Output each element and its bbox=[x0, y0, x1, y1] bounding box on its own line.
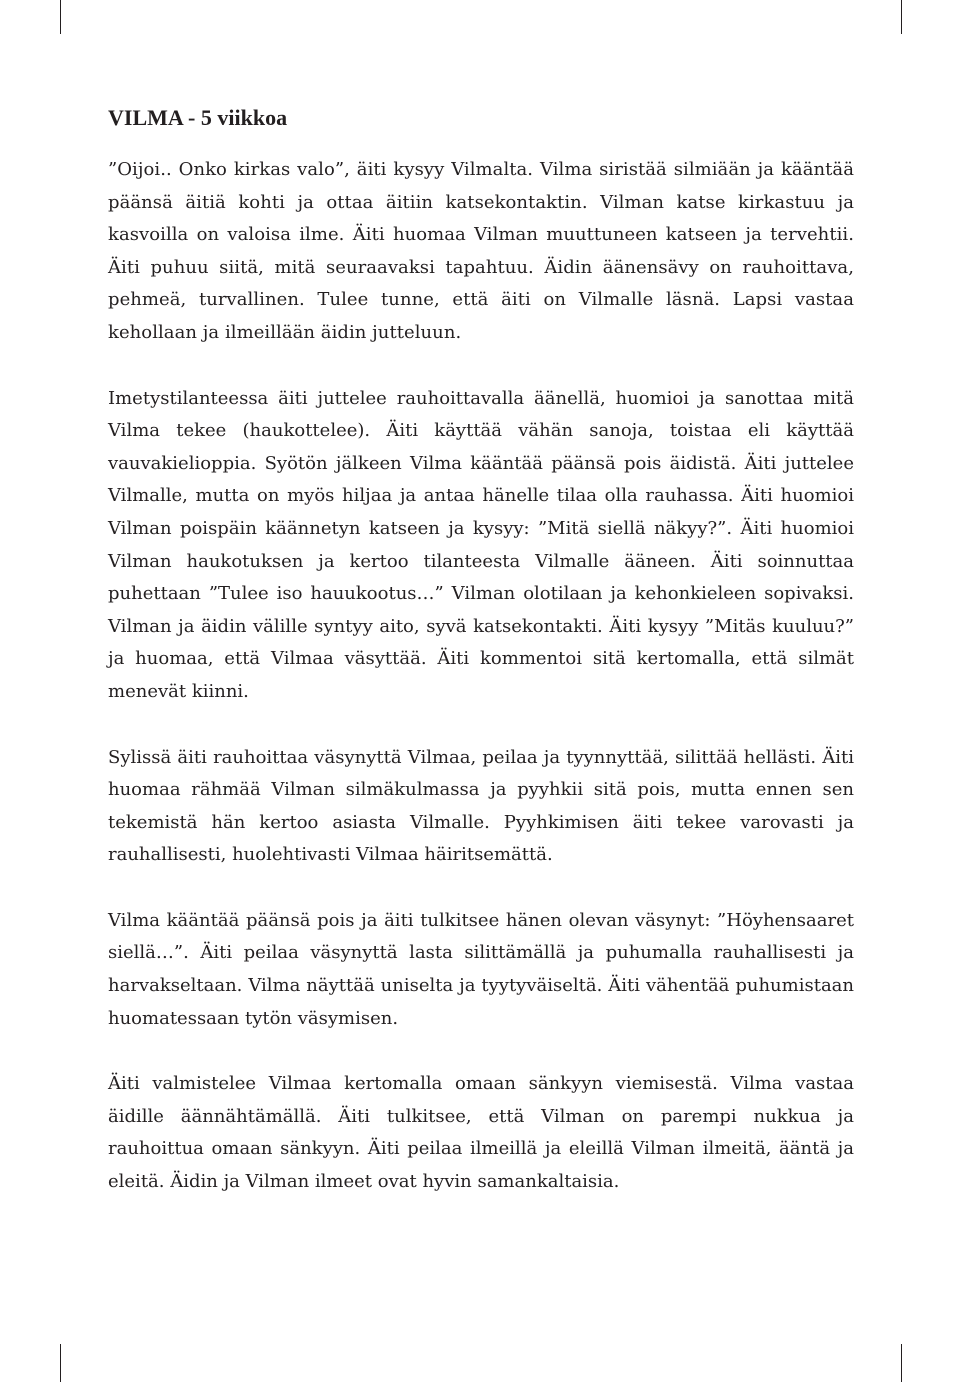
crop-mark-bottom-left bbox=[60, 1344, 61, 1382]
crop-mark-top-left bbox=[60, 0, 61, 34]
paragraph-2: Imetystilanteessa äiti juttelee rauhoittavalla äänellä, huomioi ja sanottaa mitä Vilma tekee (haukottelee). Äiti käyttää vähän sanoja, toistaa eli käyttää vauvakielioppia. Syötön jälkeen Vilma kääntää päänsä pois äidistä. Äiti juttelee Vilmalle, mutta on myös hiljaa ja antaa hänelle tilaa olla rauhassa. Äiti huomioi Vilman poispäin käännetyn katseen ja kysyy: ”Mitä siellä näkyy?”. Äiti huomioi Vilman haukotuksen ja kertoo tilanteesta Vilmalle ääneen. Äiti soinnuttaa puhettaan ”Tulee iso hauukootus…” Vilman olotilaan ja kehonkieleen sopivaksi. Vilman ja äidin välille syntyy aito, syvä katsekontakti. Äiti kysyy ”Mitäs kuuluu?” ja huomaa, että Vilmaa väsyttää. Äiti kommentoi sitä kertomalla, että silmät menevät kiinni. bbox=[108, 387, 854, 702]
page-content bbox=[108, 98, 854, 1232]
paragraph-3: Sylissä äiti rauhoittaa väsynyttä Vilmaa, peilaa ja tyynnyttää, silittää hellästi. Äiti huomaa rähmää Vilman silmäkulmassa ja pyyhkii sitä pois, mutta ennen sen tekemistä hän kertoo asiasta Vilmalle. Pyyhkimisen äiti tekee varovasti ja rauhallisesti, huolehtivasti Vilmaa häiritsemättä. bbox=[108, 746, 854, 866]
paragraph-1: ”Oijoi.. Onko kirkas valo”, äiti kysyy Vilmalta. Vilma siristää silmiään ja kääntää päänsä äitiä kohti ja ottaa äitiin katsekontaktin. Vilman katse kirkastuu ja kasvoilla on valoisa ilme. Äiti huomaa Vilman muuttuneen katseen ja tervehtii. Äiti puhuu siitä, mitä seuraavaksi tapahtuu. Äidin äänensävy on rauhoittava, pehmeä, turvallinen. Tulee tunne, että äiti on Vilmalle läsnä. Lapsi vastaa kehollaan ja ilmeillään äidin jutteluun. bbox=[108, 159, 854, 343]
crop-mark-bottom-right bbox=[901, 1344, 902, 1382]
paragraph-5: Äiti valmistelee Vilmaa kertomalla omaan sänkyyn viemisestä. Vilma vastaa äidille äännähtämällä. Äiti tulkitsee, että Vilman on parempi nukkua ja rauhoittua omaan sänkyyn. Äiti peilaa ilmeillä ja eleillä Vilman ilmeitä, ääntä ja eleitä. Äidin ja Vilman ilmeet ovat hyvin samankaltaisia. bbox=[108, 1073, 854, 1193]
crop-mark-top-right bbox=[901, 0, 902, 34]
paragraph-4: Vilma kääntää päänsä pois ja äiti tulkitsee hänen olevan väsynyt: ”Höyhensaaret siellä…”. Äiti peilaa väsynyttä lasta silittämällä ja puhumalla rauhallisesti ja harvakseltaan. Vilma näyttää uniselta ja tyytyväiseltä. Äiti vähentää puhumistaan huomatessaan tytön väsymisen. bbox=[108, 909, 854, 1029]
page-title: VILMA - 5 viikkoa bbox=[108, 105, 288, 130]
